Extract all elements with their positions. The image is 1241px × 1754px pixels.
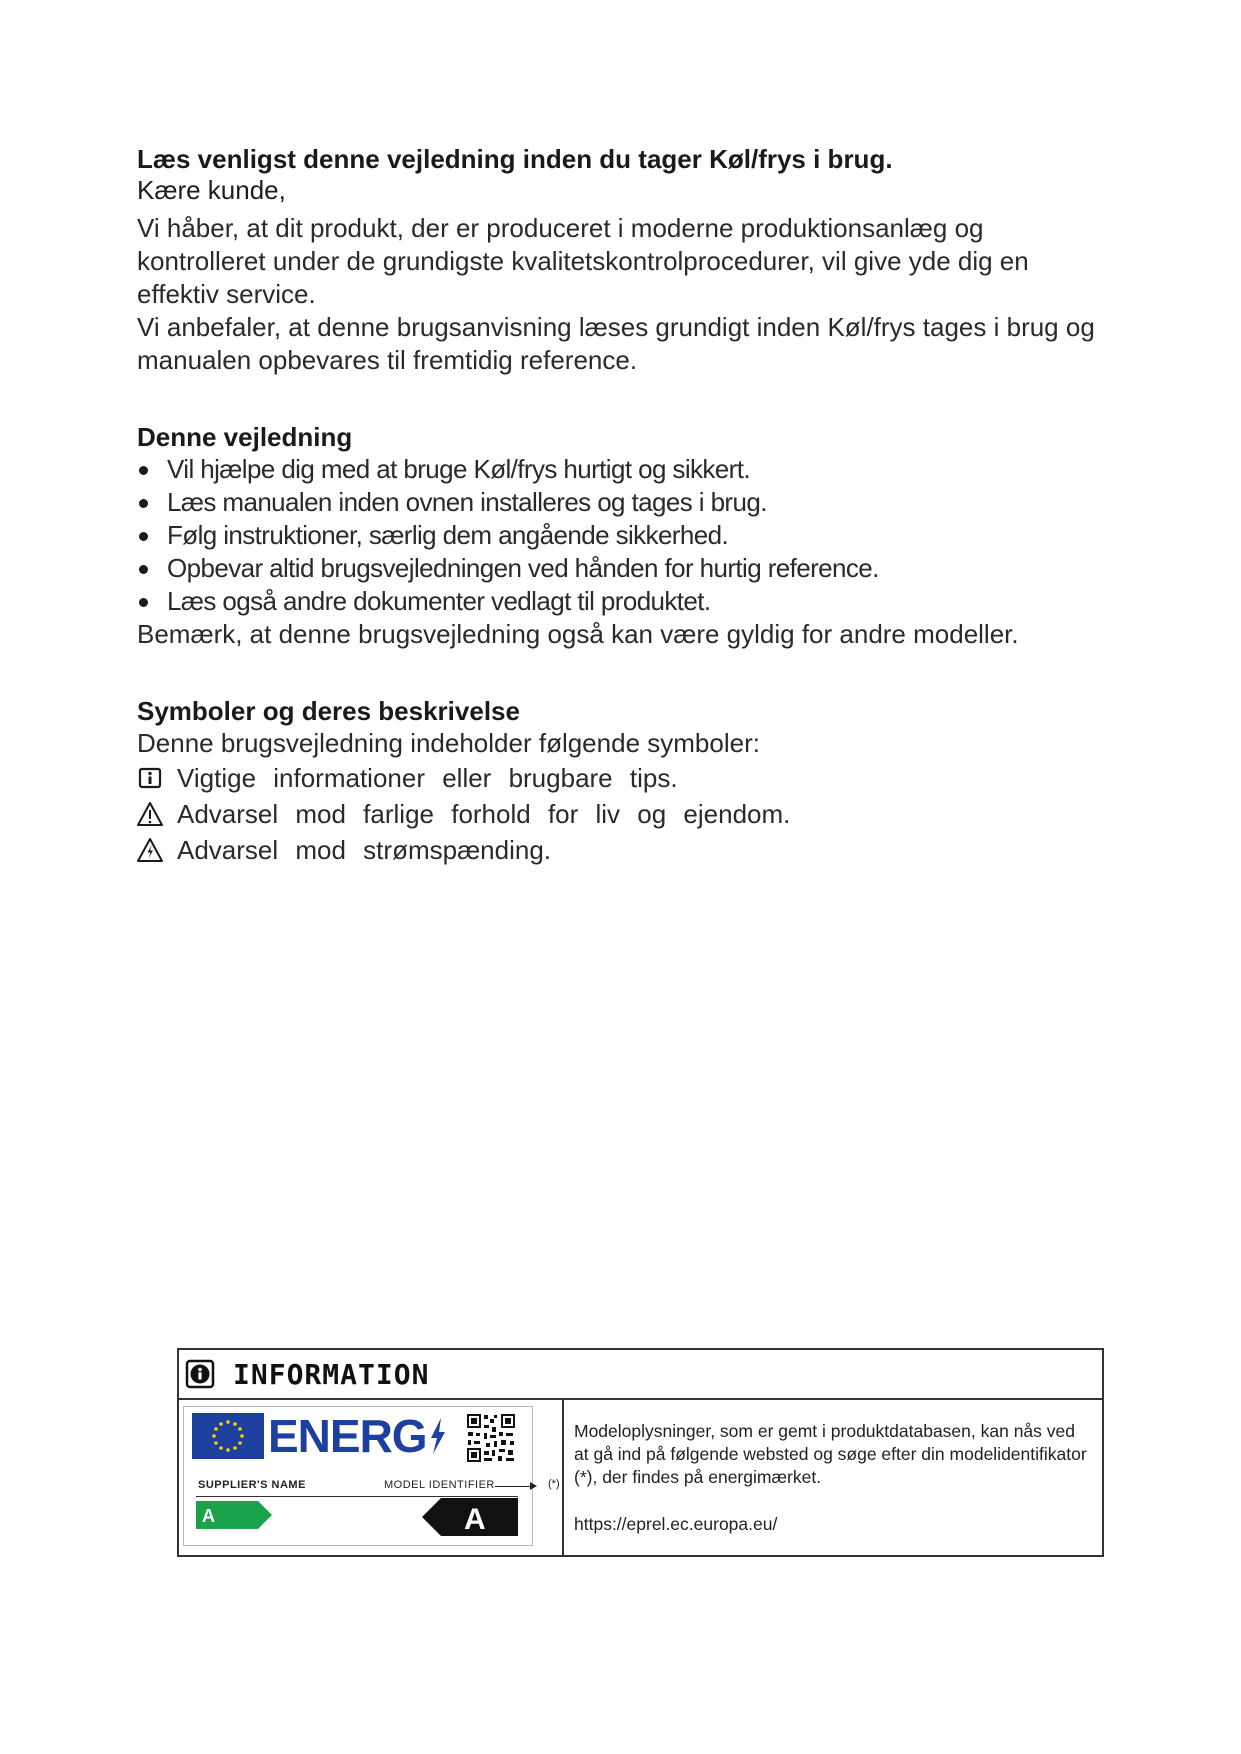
list-item: Opbevar altid brugsvejledningen ved hånden for hurtig reference. — [137, 552, 1117, 585]
symbol-text-warning: Advarsel mod farlige forhold for liv og ejendom. — [177, 799, 791, 829]
info-icon — [137, 765, 163, 791]
supplier-name-label: SUPPLIER'S NAME — [198, 1479, 306, 1491]
list-item: Vil hjælpe dig med at bruge Køl/frys hurtigt og sikkert. — [137, 453, 1117, 486]
eprel-link[interactable]: https://eprel.ec.europa.eu/ — [574, 1514, 778, 1534]
information-header — [179, 1350, 1102, 1400]
eu-flag-icon — [192, 1413, 264, 1459]
information-message-area — [564, 1400, 1102, 1557]
energy-label-area — [179, 1400, 564, 1557]
electric-warning-icon — [137, 837, 163, 863]
bullet-icon — [139, 598, 148, 607]
symbols-intro: Denne brugsvejledning indeholder følgende symboler: — [137, 728, 760, 758]
energy-logo-text: ENERG — [268, 1409, 447, 1463]
model-identifier-label: MODEL IDENTIFIER — [384, 1479, 495, 1491]
greeting: Kære kunde, — [137, 175, 286, 205]
label-divider — [196, 1496, 518, 1497]
svg-text:A: A — [202, 1506, 215, 1526]
bullet-icon — [139, 565, 148, 574]
guide-heading: Denne vejledning — [137, 422, 353, 452]
symbol-row-warning — [137, 796, 1117, 832]
symbol-row-electric — [137, 832, 1117, 868]
guide-bullet-list — [137, 453, 1117, 618]
intro-heading: Læs venligst denne vejledning inden du tager Køl/frys i brug. — [137, 144, 893, 174]
energy-class-arrow-large — [422, 1498, 518, 1536]
asterisk-marker: (*) — [548, 1478, 560, 1490]
manual-page — [137, 144, 1117, 868]
intro-paragraph-2: Vi anbefaler, at denne brugsanvisning læses grundigt inden Køl/frys tages i brug og manualen opbevares til fremtidig reference. — [137, 312, 1095, 375]
arrow-right-icon — [530, 1482, 537, 1490]
symbol-text-info: Vigtige informationer eller brugbare tips. — [177, 763, 678, 793]
bullet-icon — [139, 532, 148, 541]
intro-paragraph-1: Vi håber, at dit produkt, der er produceret i moderne produktionsanlæg og kontrolleret under de grundigste kvalitetskontrolprocedurer, vil give yde dig en effektiv service. — [137, 213, 1029, 309]
bullet-icon — [139, 499, 148, 508]
energy-label — [183, 1406, 560, 1546]
list-item: Læs også andre dokumenter vedlagt til produktet. — [137, 585, 1117, 618]
energy-class-arrow-small — [196, 1501, 272, 1529]
information-box — [177, 1348, 1104, 1557]
qr-code-icon — [466, 1413, 516, 1463]
list-item: Følg instruktioner, særlig dem angående sikkerhed. — [137, 519, 1117, 552]
arrow-line — [495, 1486, 535, 1487]
svg-text:A: A — [464, 1503, 486, 1536]
info-icon — [185, 1359, 215, 1389]
symbol-row-info — [137, 760, 1117, 796]
information-title: INFORMATION — [233, 1357, 430, 1391]
list-item: Læs manualen inden ovnen installeres og tages i brug. — [137, 486, 1117, 519]
information-message: Modeloplysninger, som er gemt i produktdatabasen, kan nås ved at gå ind på følgende websted og søge efter din modelidentifikator (*), der findes på energimærket. — [574, 1421, 1087, 1487]
symbols-heading: Symboler og deres beskrivelse — [137, 696, 520, 726]
bullet-icon — [139, 466, 148, 475]
warning-icon — [137, 801, 163, 827]
symbol-text-electric: Advarsel mod strømspænding. — [177, 835, 552, 865]
information-body — [179, 1400, 1102, 1557]
guide-note: Bemærk, at denne brugsvejledning også kan være gyldig for andre modeller. — [137, 619, 1019, 649]
